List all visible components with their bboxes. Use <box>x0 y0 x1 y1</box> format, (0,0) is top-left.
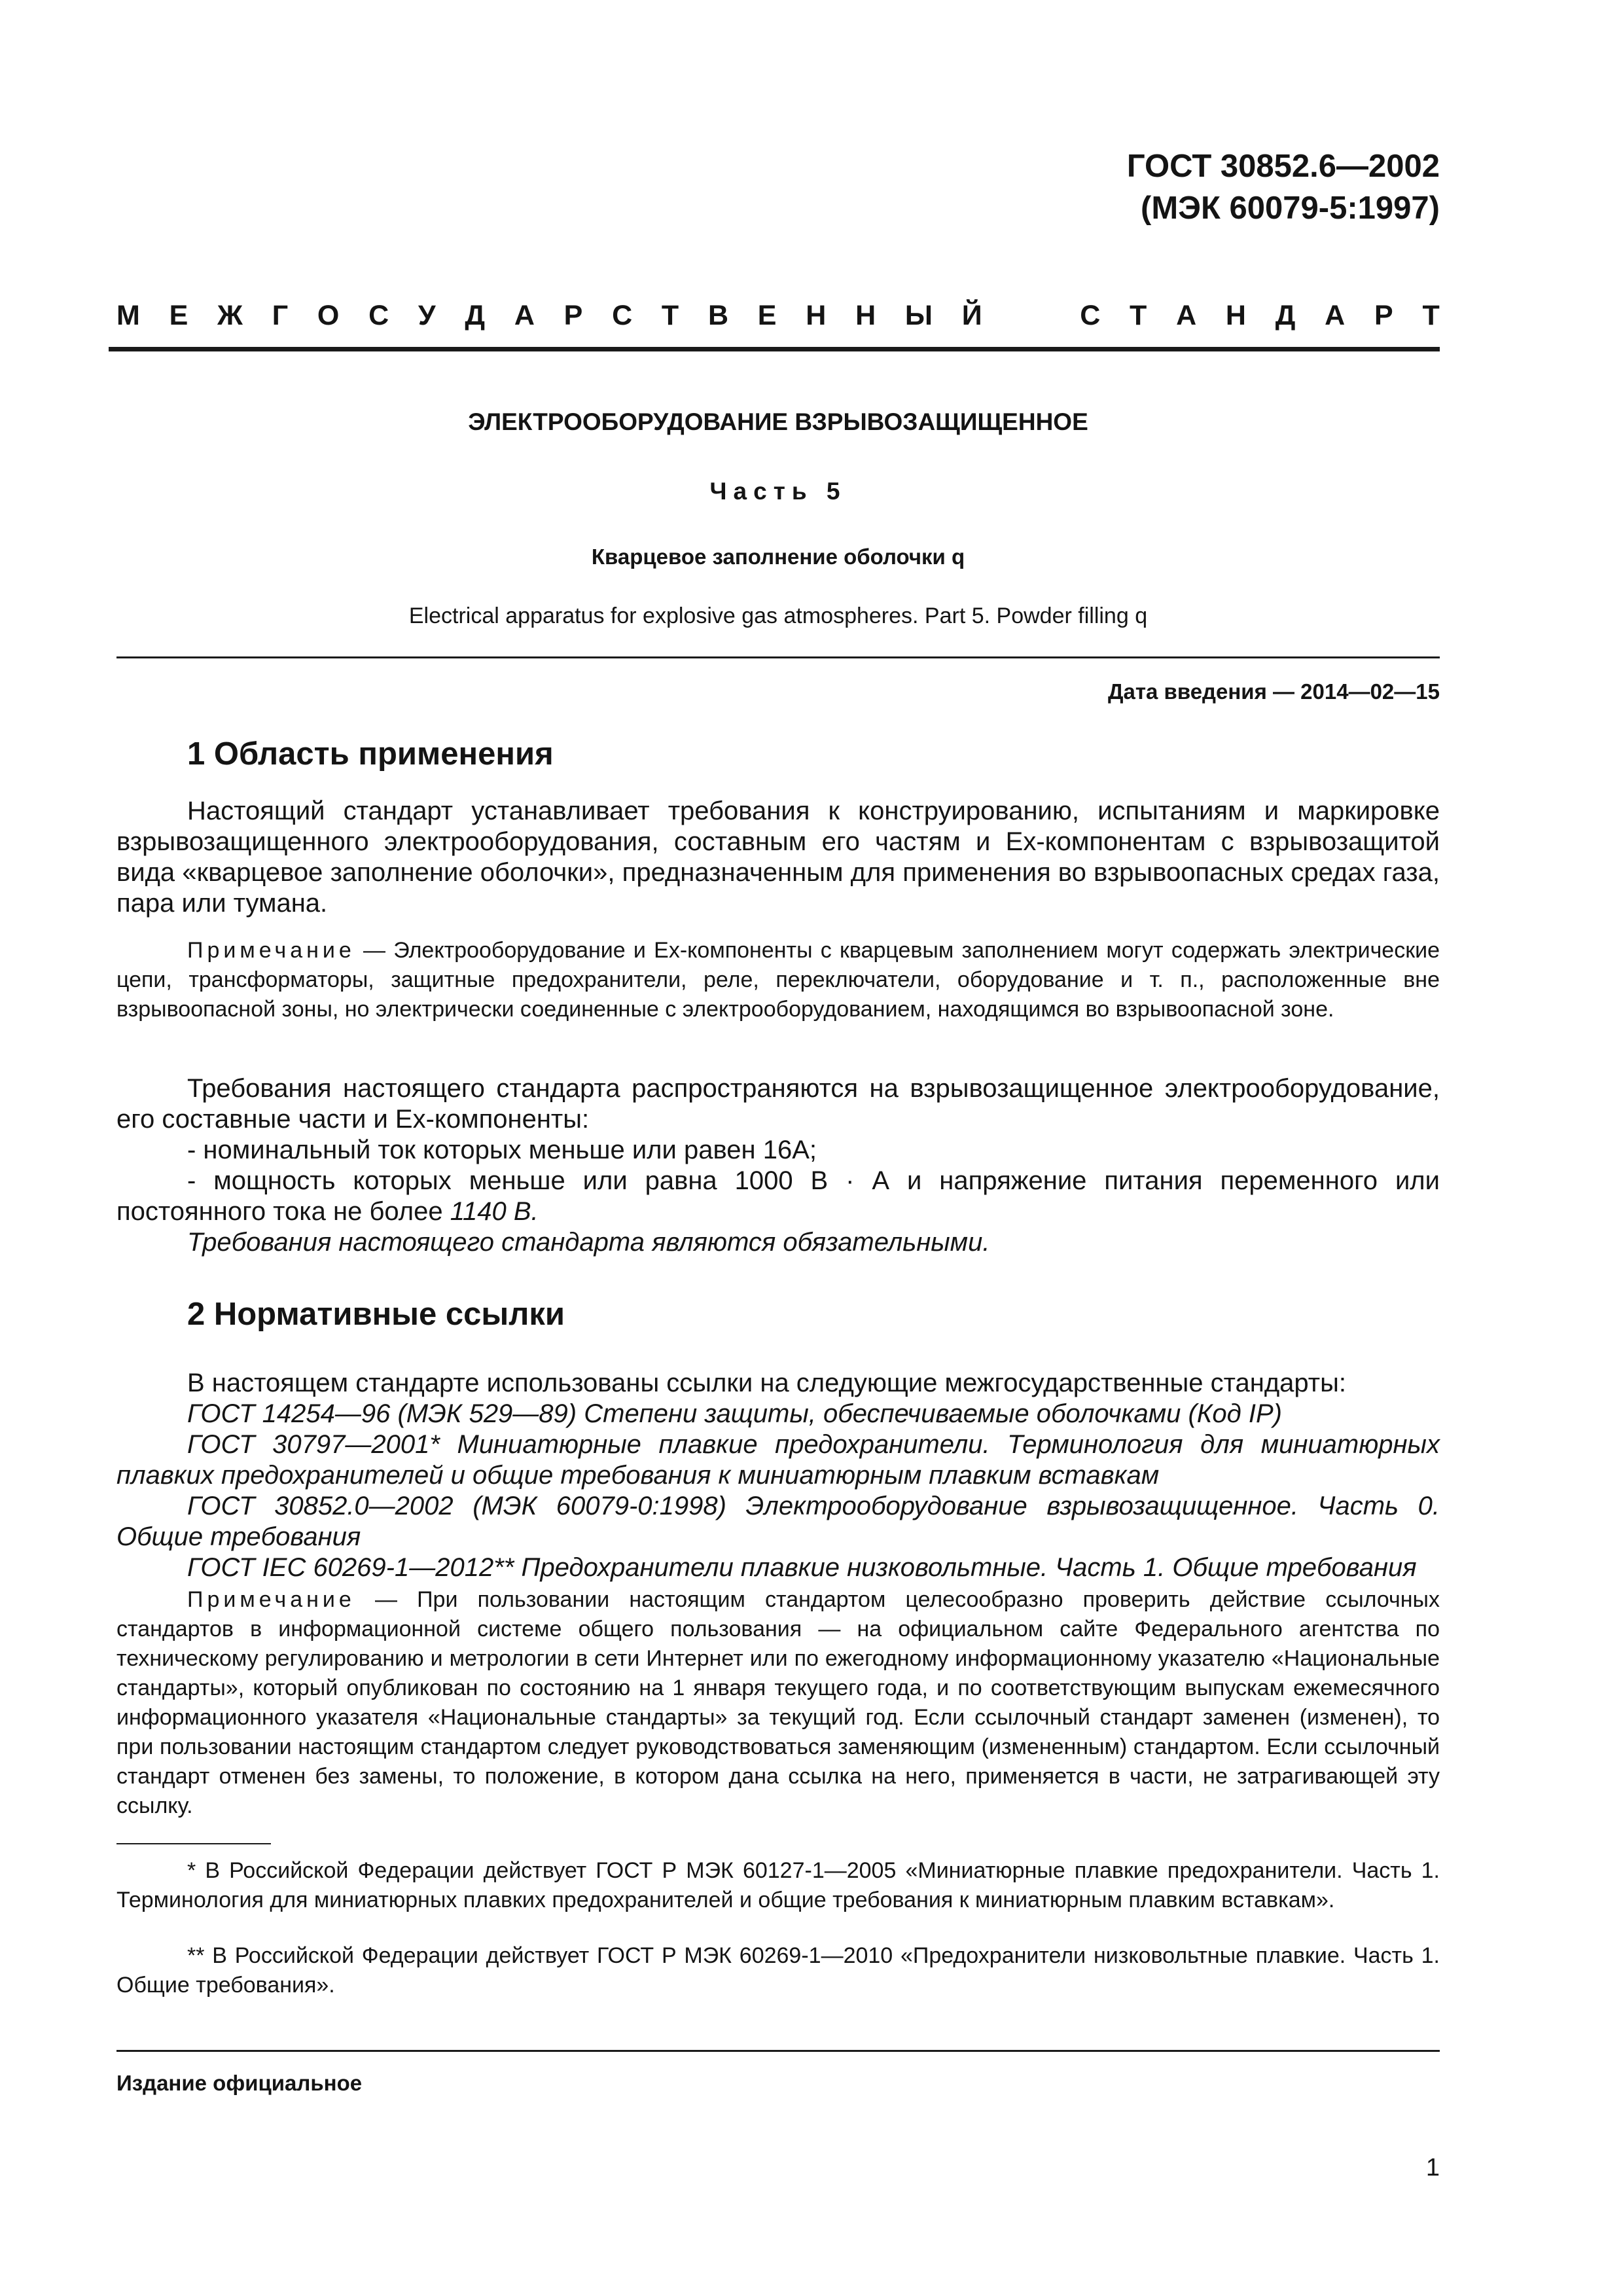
section-1-heading: 1 Область применения <box>187 736 554 772</box>
letter: Н <box>1225 300 1246 331</box>
letter: А <box>514 300 535 331</box>
note-text: — Электрооборудование и Ех-компоненты с кварцевым заполнением могут содержать электрические цепи, трансформаторы, защитные предохранители, реле, переключатели, оборудование и т. п., расположенные вне взрывоопасной зоны, но электрически соединенные с электрооборудованием, находящимся во взрывоопасной зоне. <box>116 938 1440 1022</box>
letter: Ы <box>904 300 933 331</box>
header-thick-rule <box>109 347 1440 351</box>
part-label: Часть 5 <box>709 478 847 505</box>
letter: О <box>317 300 340 331</box>
footnote-2 <box>116 1941 1440 2000</box>
iec-number: (МЭК 60079-5:1997) <box>1141 190 1440 226</box>
section-1-paragraph <box>116 796 1440 919</box>
footnote-1 <box>116 1856 1440 1915</box>
footnote-text: ** В Российской Федерации действует ГОСТ Р МЭК 60269-1—2010 «Предохранители низковольтные плавкие. Часть 1. Общие требования». <box>116 1943 1440 1998</box>
note-text: — При пользовании настоящим стандартом целесообразно проверить действие ссылочных стандартов в информационной системе общего пользования — на официальном сайте Федерального агентства по техническому регулированию и метрологии в сети Интернет или по ежегодному информационному указателю «Национальные стандарты», который опубликован по состоянию на 1 января текущего года, и по соответствующим выпускам ежемесячного информационного указателя «Национальные стандарты» за текущий год. Если ссылочный стандарт заменен (изменен), то при пользовании настоящим стандартом следует руководствоваться заменяющим (измененным) стандартом. Если ссылочный стандарт отменен без замены, то положение, в котором дана ссылка на него, применяется в части, не затрагивающей эту ссылку. <box>116 1587 1440 1818</box>
reference-item: ГОСТ 30852.0—2002 (МЭК 60079-0:1998) Электрооборудование взрывозащищенное. Часть 0. Общие требования <box>116 1492 1440 1551</box>
letter: Е <box>757 300 777 331</box>
letter: У <box>418 300 436 331</box>
letter: В <box>707 300 729 331</box>
note-label: Примечание <box>187 1587 355 1612</box>
letter: Д <box>465 300 486 331</box>
letter: А <box>1176 300 1197 331</box>
section-2-heading: 2 Нормативные ссылки <box>187 1297 565 1332</box>
reference-item: ГОСТ 14254—96 (МЭК 529—89) Степени защиты, обеспечиваемые оболочками (Код IP) <box>187 1399 1282 1428</box>
list-item <box>116 1166 1440 1227</box>
letter: А <box>1325 300 1346 331</box>
letter: Й <box>961 300 982 331</box>
letter: Д <box>1275 300 1296 331</box>
letter: М <box>116 300 140 331</box>
references-intro: В настоящем стандарте использованы ссылки на следующие межгосударственные стандарты: <box>187 1369 1346 1397</box>
english-title: Electrical apparatus for explosive gas atmospheres. Part 5. Powder filling q <box>408 603 1148 628</box>
section-2-note <box>116 1585 1440 1821</box>
introduction-date: Дата введения — 2014—02—15 <box>1108 679 1440 704</box>
letter: Г <box>272 300 289 331</box>
letter: Ж <box>217 300 243 331</box>
section-2-references <box>116 1368 1440 1583</box>
list-item: - номинальный ток которых меньше или равен 16А; <box>187 1136 817 1164</box>
letter: Н <box>855 300 876 331</box>
reference-item: ГОСТ IEC 60269-1—2012** Предохранители плавкие низковольтные. Часть 1. Общие требования <box>187 1553 1417 1582</box>
letter: Е <box>169 300 188 331</box>
note-label: Примечание <box>187 938 355 963</box>
section-1-requirements <box>116 1073 1440 1258</box>
list-item-text: - мощность которых меньше или равна 1000 В · А и напряжение питания переменного или постоянного тока не более <box>116 1166 1440 1226</box>
scope-text: Настоящий стандарт устанавливает требования к конструированию, испытаниям и маркировке взрывозащищенного электрооборудования, составным его частям и Ех-компонентам с взрывозащитой вида «кварцевое заполнение оболочки», предназначенным для применения во взрывоопасных средах газа, пара или тумана. <box>116 797 1440 918</box>
edition-label: Издание официальное <box>116 2071 363 2095</box>
letter: Р <box>563 300 583 331</box>
section-1-note <box>116 936 1440 1024</box>
letter: С <box>612 300 633 331</box>
footnote-text: * В Российской Федерации действует ГОСТ Р МЭК 60127-1—2005 «Миниатюрные плавкие предохранители. Часть 1. Терминология для миниатюрных плавких предохранителей и общие требования к миниатюрным плавким вставкам». <box>116 1858 1440 1912</box>
document-subtitle: Кварцевое заполнение оболочки q <box>591 545 965 569</box>
footer-rule <box>116 2050 1440 2052</box>
letter: С <box>1080 300 1101 331</box>
mandatory-statement: Требования настоящего стандарта являются обязательными. <box>187 1228 990 1257</box>
letter: Т <box>661 300 679 331</box>
reference-item: ГОСТ 30797—2001* Миниатюрные плавкие предохранители. Терминология для миниатюрных плавких предохранителей и общие требования к миниатюрным плавким вставкам <box>116 1430 1440 1490</box>
page-number: 1 <box>1425 2154 1440 2181</box>
letter: Т <box>1130 300 1147 331</box>
document-code <box>969 145 1440 229</box>
title-rule <box>116 656 1440 658</box>
letter: Т <box>1422 300 1440 331</box>
standard-type-heading <box>116 296 1440 335</box>
letter: Н <box>806 300 827 331</box>
letter: С <box>368 300 389 331</box>
document-title: ЭЛЕКТРООБОРУДОВАНИЕ ВЗРЫВОЗАЩИЩЕННОЕ <box>468 408 1088 435</box>
list-item-italic: 1140 В. <box>450 1197 539 1226</box>
word-gap <box>1011 296 1050 335</box>
requirements-text: Требования настоящего стандарта распространяются на взрывозащищенное электрооборудование, его составные части и Ех-компоненты: <box>116 1074 1440 1134</box>
gost-number: ГОСТ 30852.6—2002 <box>1126 149 1440 184</box>
letter: Р <box>1374 300 1393 331</box>
footnote-separator <box>116 1843 271 1844</box>
